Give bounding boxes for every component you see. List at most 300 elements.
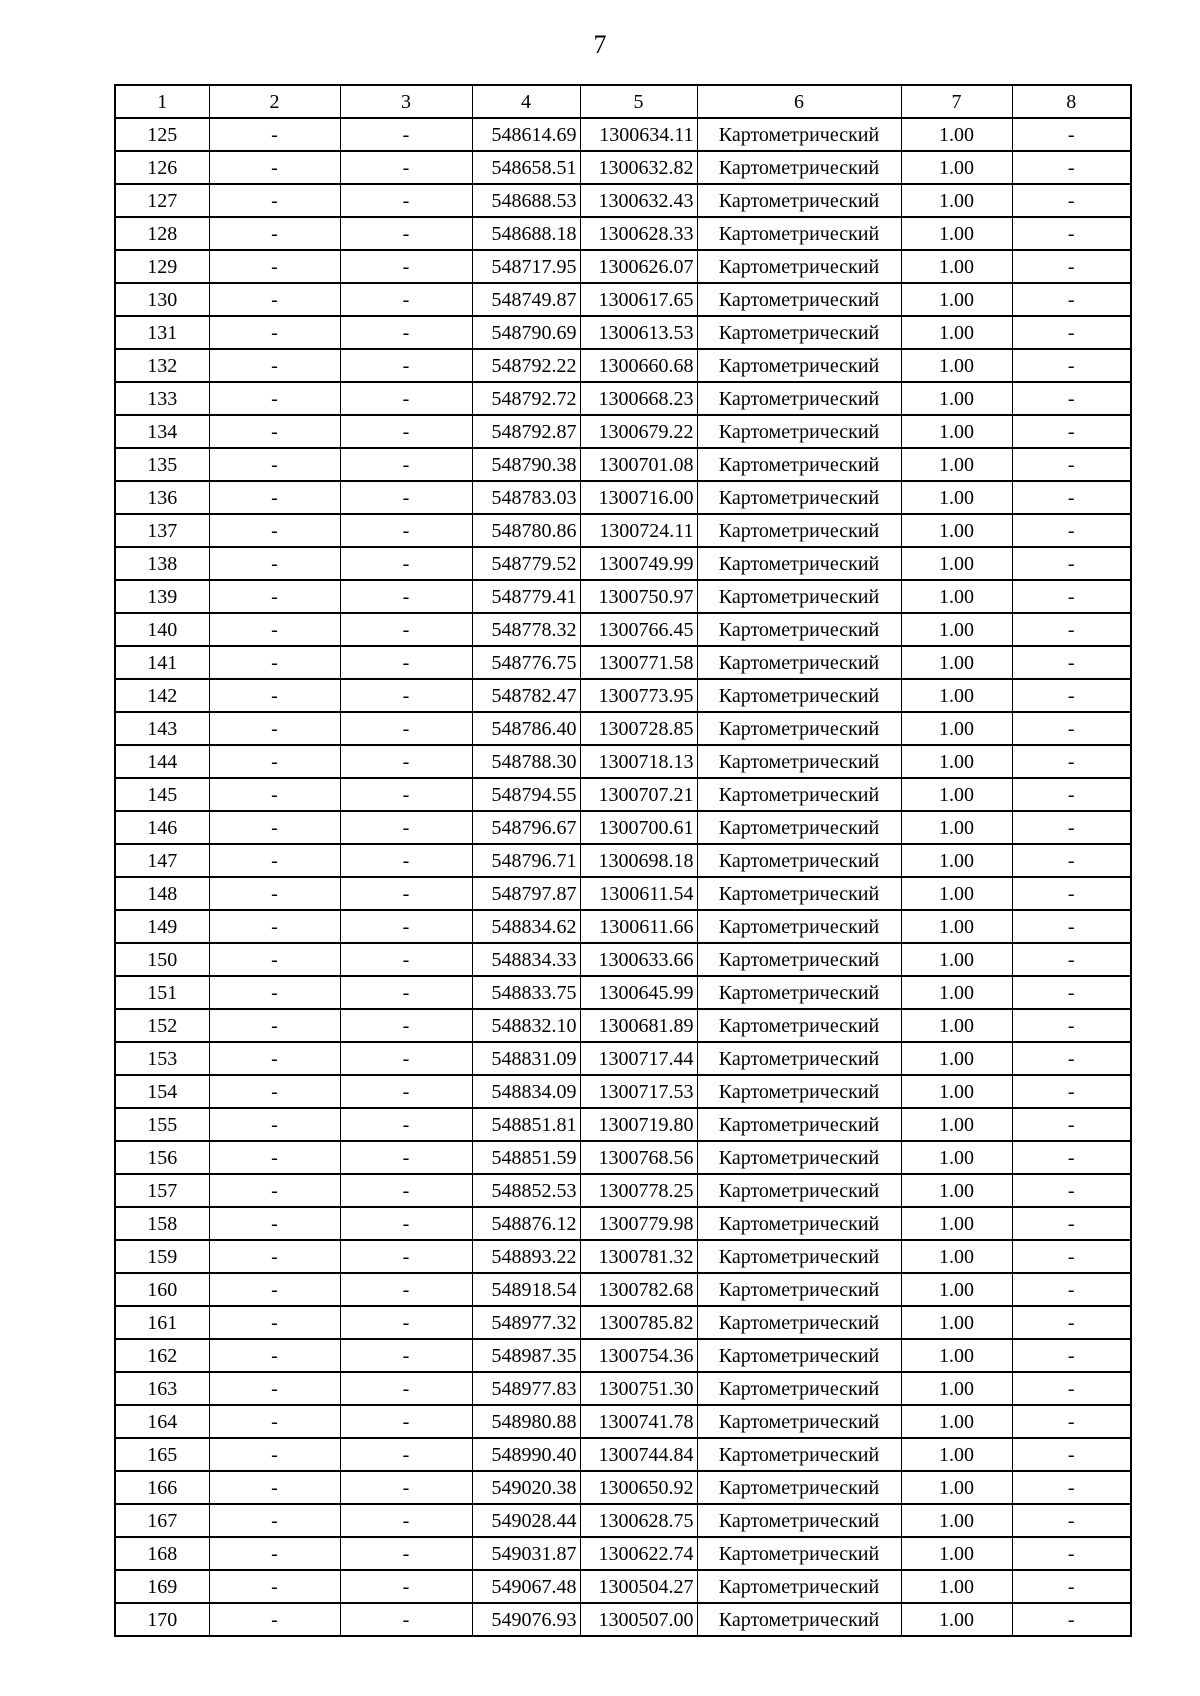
y-coordinate-cell: 1300749.99 bbox=[580, 547, 697, 580]
cell: - bbox=[340, 1141, 472, 1174]
method-cell: Картометрический bbox=[697, 118, 901, 151]
method-cell: Картометрический bbox=[697, 283, 901, 316]
cell: - bbox=[340, 1306, 472, 1339]
table-row bbox=[115, 1174, 1131, 1207]
cell: - bbox=[1012, 910, 1131, 943]
point-number-cell: 152 bbox=[115, 1009, 209, 1042]
point-number-cell: 144 bbox=[115, 745, 209, 778]
y-coordinate-cell: 1300645.99 bbox=[580, 976, 697, 1009]
method-cell: Картометрический bbox=[697, 1174, 901, 1207]
cell: - bbox=[1012, 1273, 1131, 1306]
cell: - bbox=[209, 547, 340, 580]
table-row bbox=[115, 943, 1131, 976]
table-row bbox=[115, 646, 1131, 679]
cell: - bbox=[1012, 250, 1131, 283]
table-row bbox=[115, 1372, 1131, 1405]
point-number-cell: 143 bbox=[115, 712, 209, 745]
table-row bbox=[115, 1141, 1131, 1174]
precision-cell: 1.00 bbox=[901, 415, 1012, 448]
cell: - bbox=[1012, 877, 1131, 910]
point-number-cell: 151 bbox=[115, 976, 209, 1009]
method-cell: Картометрический bbox=[697, 1273, 901, 1306]
cell: - bbox=[1012, 151, 1131, 184]
table-row bbox=[115, 250, 1131, 283]
cell: - bbox=[340, 382, 472, 415]
precision-cell: 1.00 bbox=[901, 745, 1012, 778]
method-cell: Картометрический bbox=[697, 1537, 901, 1570]
table-row bbox=[115, 448, 1131, 481]
cell: - bbox=[340, 1438, 472, 1471]
point-number-cell: 145 bbox=[115, 778, 209, 811]
cell: - bbox=[1012, 349, 1131, 382]
method-cell: Картометрический bbox=[697, 1009, 901, 1042]
table-row bbox=[115, 283, 1131, 316]
y-coordinate-cell: 1300632.82 bbox=[580, 151, 697, 184]
method-cell: Картометрический bbox=[697, 250, 901, 283]
table-row bbox=[115, 745, 1131, 778]
cell: - bbox=[340, 1075, 472, 1108]
cell: - bbox=[340, 448, 472, 481]
cell: - bbox=[340, 415, 472, 448]
point-number-cell: 164 bbox=[115, 1405, 209, 1438]
precision-cell: 1.00 bbox=[901, 547, 1012, 580]
y-coordinate-cell: 1300634.11 bbox=[580, 118, 697, 151]
cell: - bbox=[1012, 547, 1131, 580]
method-cell: Картометрический bbox=[697, 316, 901, 349]
point-number-cell: 133 bbox=[115, 382, 209, 415]
cell: - bbox=[340, 1603, 472, 1636]
x-coordinate-cell: 548796.67 bbox=[472, 811, 580, 844]
cell: - bbox=[1012, 1570, 1131, 1603]
point-number-cell: 147 bbox=[115, 844, 209, 877]
cell: - bbox=[340, 745, 472, 778]
table-row bbox=[115, 1108, 1131, 1141]
precision-cell: 1.00 bbox=[901, 1504, 1012, 1537]
table-row bbox=[115, 1009, 1131, 1042]
precision-cell: 1.00 bbox=[901, 283, 1012, 316]
table-row bbox=[115, 382, 1131, 415]
point-number-cell: 159 bbox=[115, 1240, 209, 1273]
table-row bbox=[115, 1306, 1131, 1339]
cell: - bbox=[209, 1108, 340, 1141]
table-row bbox=[115, 778, 1131, 811]
cell: - bbox=[1012, 1537, 1131, 1570]
point-number-cell: 153 bbox=[115, 1042, 209, 1075]
precision-cell: 1.00 bbox=[901, 250, 1012, 283]
x-coordinate-cell: 548792.72 bbox=[472, 382, 580, 415]
point-number-cell: 128 bbox=[115, 217, 209, 250]
method-cell: Картометрический bbox=[697, 349, 901, 382]
y-coordinate-cell: 1300613.53 bbox=[580, 316, 697, 349]
x-coordinate-cell: 548987.35 bbox=[472, 1339, 580, 1372]
precision-cell: 1.00 bbox=[901, 976, 1012, 1009]
x-coordinate-cell: 548782.47 bbox=[472, 679, 580, 712]
method-cell: Картометрический bbox=[697, 1504, 901, 1537]
table-row bbox=[115, 1471, 1131, 1504]
cell: - bbox=[1012, 646, 1131, 679]
cell: - bbox=[340, 679, 472, 712]
cell: - bbox=[340, 316, 472, 349]
cell: - bbox=[1012, 217, 1131, 250]
table-row bbox=[115, 118, 1131, 151]
cell: - bbox=[340, 217, 472, 250]
cell: - bbox=[209, 910, 340, 943]
precision-cell: 1.00 bbox=[901, 1306, 1012, 1339]
x-coordinate-cell: 548792.87 bbox=[472, 415, 580, 448]
y-coordinate-cell: 1300626.07 bbox=[580, 250, 697, 283]
table-row bbox=[115, 481, 1131, 514]
table-row bbox=[115, 844, 1131, 877]
column-header: 2 bbox=[209, 85, 340, 118]
y-coordinate-cell: 1300660.68 bbox=[580, 349, 697, 382]
y-coordinate-cell: 1300679.22 bbox=[580, 415, 697, 448]
precision-cell: 1.00 bbox=[901, 943, 1012, 976]
cell: - bbox=[1012, 316, 1131, 349]
y-coordinate-cell: 1300611.54 bbox=[580, 877, 697, 910]
point-number-cell: 132 bbox=[115, 349, 209, 382]
cell: - bbox=[209, 1009, 340, 1042]
cell: - bbox=[209, 811, 340, 844]
cell: - bbox=[1012, 514, 1131, 547]
point-number-cell: 146 bbox=[115, 811, 209, 844]
cell: - bbox=[340, 712, 472, 745]
x-coordinate-cell: 548779.52 bbox=[472, 547, 580, 580]
cell: - bbox=[340, 646, 472, 679]
cell: - bbox=[209, 349, 340, 382]
y-coordinate-cell: 1300785.82 bbox=[580, 1306, 697, 1339]
cell: - bbox=[209, 1405, 340, 1438]
cell: - bbox=[340, 613, 472, 646]
method-cell: Картометрический bbox=[697, 943, 901, 976]
cell: - bbox=[340, 481, 472, 514]
table-row bbox=[115, 415, 1131, 448]
cell: - bbox=[340, 910, 472, 943]
x-coordinate-cell: 549028.44 bbox=[472, 1504, 580, 1537]
precision-cell: 1.00 bbox=[901, 1339, 1012, 1372]
column-header: 4 bbox=[472, 85, 580, 118]
table-row bbox=[115, 1075, 1131, 1108]
cell: - bbox=[1012, 382, 1131, 415]
x-coordinate-cell: 548792.22 bbox=[472, 349, 580, 382]
table-row bbox=[115, 1339, 1131, 1372]
precision-cell: 1.00 bbox=[901, 1438, 1012, 1471]
cell: - bbox=[209, 580, 340, 613]
cell: - bbox=[209, 679, 340, 712]
cell: - bbox=[340, 1207, 472, 1240]
table-row bbox=[115, 1603, 1131, 1636]
y-coordinate-cell: 1300622.74 bbox=[580, 1537, 697, 1570]
method-cell: Картометрический bbox=[697, 1339, 901, 1372]
table-row bbox=[115, 316, 1131, 349]
precision-cell: 1.00 bbox=[901, 1570, 1012, 1603]
point-number-cell: 148 bbox=[115, 877, 209, 910]
method-cell: Картометрический bbox=[697, 877, 901, 910]
point-number-cell: 149 bbox=[115, 910, 209, 943]
y-coordinate-cell: 1300719.80 bbox=[580, 1108, 697, 1141]
table-header-row bbox=[115, 85, 1131, 118]
precision-cell: 1.00 bbox=[901, 1141, 1012, 1174]
precision-cell: 1.00 bbox=[901, 1273, 1012, 1306]
cell: - bbox=[1012, 844, 1131, 877]
cell: - bbox=[209, 1273, 340, 1306]
method-cell: Картометрический bbox=[697, 613, 901, 646]
x-coordinate-cell: 548893.22 bbox=[472, 1240, 580, 1273]
point-number-cell: 155 bbox=[115, 1108, 209, 1141]
method-cell: Картометрический bbox=[697, 811, 901, 844]
cell: - bbox=[209, 448, 340, 481]
cell: - bbox=[340, 1174, 472, 1207]
point-number-cell: 167 bbox=[115, 1504, 209, 1537]
table-row bbox=[115, 811, 1131, 844]
cell: - bbox=[209, 184, 340, 217]
point-number-cell: 157 bbox=[115, 1174, 209, 1207]
cell: - bbox=[1012, 976, 1131, 1009]
cell: - bbox=[1012, 943, 1131, 976]
precision-cell: 1.00 bbox=[901, 448, 1012, 481]
cell: - bbox=[1012, 283, 1131, 316]
y-coordinate-cell: 1300724.11 bbox=[580, 514, 697, 547]
method-cell: Картометрический bbox=[697, 1240, 901, 1273]
x-coordinate-cell: 548832.10 bbox=[472, 1009, 580, 1042]
y-coordinate-cell: 1300779.98 bbox=[580, 1207, 697, 1240]
cell: - bbox=[209, 778, 340, 811]
x-coordinate-cell: 548788.30 bbox=[472, 745, 580, 778]
column-header: 1 bbox=[115, 85, 209, 118]
point-number-cell: 136 bbox=[115, 481, 209, 514]
method-cell: Картометрический bbox=[697, 844, 901, 877]
method-cell: Картометрический bbox=[697, 712, 901, 745]
column-header: 3 bbox=[340, 85, 472, 118]
table-row bbox=[115, 679, 1131, 712]
x-coordinate-cell: 548980.88 bbox=[472, 1405, 580, 1438]
cell: - bbox=[1012, 481, 1131, 514]
y-coordinate-cell: 1300778.25 bbox=[580, 1174, 697, 1207]
precision-cell: 1.00 bbox=[901, 1108, 1012, 1141]
point-number-cell: 168 bbox=[115, 1537, 209, 1570]
method-cell: Картометрический bbox=[697, 679, 901, 712]
cell: - bbox=[209, 1306, 340, 1339]
precision-cell: 1.00 bbox=[901, 1471, 1012, 1504]
y-coordinate-cell: 1300781.32 bbox=[580, 1240, 697, 1273]
cell: - bbox=[340, 778, 472, 811]
y-coordinate-cell: 1300718.13 bbox=[580, 745, 697, 778]
y-coordinate-cell: 1300744.84 bbox=[580, 1438, 697, 1471]
x-coordinate-cell: 548786.40 bbox=[472, 712, 580, 745]
y-coordinate-cell: 1300717.44 bbox=[580, 1042, 697, 1075]
method-cell: Картометрический bbox=[697, 184, 901, 217]
method-cell: Картометрический bbox=[697, 976, 901, 1009]
cell: - bbox=[340, 811, 472, 844]
cell: - bbox=[1012, 679, 1131, 712]
column-header: 8 bbox=[1012, 85, 1131, 118]
precision-cell: 1.00 bbox=[901, 844, 1012, 877]
cell: - bbox=[209, 151, 340, 184]
point-number-cell: 135 bbox=[115, 448, 209, 481]
x-coordinate-cell: 548876.12 bbox=[472, 1207, 580, 1240]
cell: - bbox=[1012, 613, 1131, 646]
y-coordinate-cell: 1300741.78 bbox=[580, 1405, 697, 1438]
cell: - bbox=[1012, 1075, 1131, 1108]
cell: - bbox=[340, 118, 472, 151]
cell: - bbox=[340, 1240, 472, 1273]
table-row bbox=[115, 712, 1131, 745]
x-coordinate-cell: 549067.48 bbox=[472, 1570, 580, 1603]
point-number-cell: 134 bbox=[115, 415, 209, 448]
method-cell: Картометрический bbox=[697, 1306, 901, 1339]
cell: - bbox=[1012, 1240, 1131, 1273]
column-header: 7 bbox=[901, 85, 1012, 118]
cell: - bbox=[209, 1339, 340, 1372]
precision-cell: 1.00 bbox=[901, 1240, 1012, 1273]
table-row bbox=[115, 910, 1131, 943]
y-coordinate-cell: 1300701.08 bbox=[580, 448, 697, 481]
precision-cell: 1.00 bbox=[901, 481, 1012, 514]
table-row bbox=[115, 1042, 1131, 1075]
y-coordinate-cell: 1300716.00 bbox=[580, 481, 697, 514]
cell: - bbox=[340, 1009, 472, 1042]
cell: - bbox=[340, 151, 472, 184]
x-coordinate-cell: 548778.32 bbox=[472, 613, 580, 646]
cell: - bbox=[209, 481, 340, 514]
x-coordinate-cell: 548796.71 bbox=[472, 844, 580, 877]
cell: - bbox=[1012, 745, 1131, 778]
method-cell: Картометрический bbox=[697, 382, 901, 415]
cell: - bbox=[209, 877, 340, 910]
cell: - bbox=[1012, 1339, 1131, 1372]
method-cell: Картометрический bbox=[697, 1042, 901, 1075]
cell: - bbox=[209, 1240, 340, 1273]
x-coordinate-cell: 549020.38 bbox=[472, 1471, 580, 1504]
cell: - bbox=[209, 1537, 340, 1570]
x-coordinate-cell: 548790.38 bbox=[472, 448, 580, 481]
table-row bbox=[115, 547, 1131, 580]
cell: - bbox=[209, 217, 340, 250]
x-coordinate-cell: 548990.40 bbox=[472, 1438, 580, 1471]
cell: - bbox=[1012, 1207, 1131, 1240]
point-number-cell: 161 bbox=[115, 1306, 209, 1339]
method-cell: Картометрический bbox=[697, 1207, 901, 1240]
cell: - bbox=[209, 613, 340, 646]
cell: - bbox=[209, 1570, 340, 1603]
precision-cell: 1.00 bbox=[901, 1042, 1012, 1075]
cell: - bbox=[1012, 415, 1131, 448]
point-number-cell: 142 bbox=[115, 679, 209, 712]
cell: - bbox=[209, 1075, 340, 1108]
cell: - bbox=[340, 547, 472, 580]
x-coordinate-cell: 548831.09 bbox=[472, 1042, 580, 1075]
cell: - bbox=[1012, 1108, 1131, 1141]
cell: - bbox=[209, 1174, 340, 1207]
x-coordinate-cell: 548776.75 bbox=[472, 646, 580, 679]
method-cell: Картометрический bbox=[697, 217, 901, 250]
method-cell: Картометрический bbox=[697, 910, 901, 943]
x-coordinate-cell: 548851.81 bbox=[472, 1108, 580, 1141]
x-coordinate-cell: 548688.53 bbox=[472, 184, 580, 217]
cell: - bbox=[209, 1471, 340, 1504]
y-coordinate-cell: 1300700.61 bbox=[580, 811, 697, 844]
precision-cell: 1.00 bbox=[901, 118, 1012, 151]
cell: - bbox=[340, 283, 472, 316]
cell: - bbox=[209, 1042, 340, 1075]
table-row bbox=[115, 1504, 1131, 1537]
y-coordinate-cell: 1300766.45 bbox=[580, 613, 697, 646]
cell: - bbox=[209, 976, 340, 1009]
coordinates-table bbox=[114, 84, 1132, 1637]
y-coordinate-cell: 1300507.00 bbox=[580, 1603, 697, 1636]
method-cell: Картометрический bbox=[697, 1108, 901, 1141]
point-number-cell: 160 bbox=[115, 1273, 209, 1306]
precision-cell: 1.00 bbox=[901, 910, 1012, 943]
cell: - bbox=[1012, 778, 1131, 811]
precision-cell: 1.00 bbox=[901, 514, 1012, 547]
point-number-cell: 127 bbox=[115, 184, 209, 217]
point-number-cell: 126 bbox=[115, 151, 209, 184]
y-coordinate-cell: 1300717.53 bbox=[580, 1075, 697, 1108]
x-coordinate-cell: 548779.41 bbox=[472, 580, 580, 613]
x-coordinate-cell: 548783.03 bbox=[472, 481, 580, 514]
cell: - bbox=[340, 943, 472, 976]
cell: - bbox=[340, 1504, 472, 1537]
method-cell: Картометрический bbox=[697, 547, 901, 580]
cell: - bbox=[340, 1570, 472, 1603]
table-row bbox=[115, 877, 1131, 910]
cell: - bbox=[209, 250, 340, 283]
table-row bbox=[115, 184, 1131, 217]
x-coordinate-cell: 548834.62 bbox=[472, 910, 580, 943]
x-coordinate-cell: 548688.18 bbox=[472, 217, 580, 250]
y-coordinate-cell: 1300750.97 bbox=[580, 580, 697, 613]
cell: - bbox=[1012, 1141, 1131, 1174]
precision-cell: 1.00 bbox=[901, 1372, 1012, 1405]
method-cell: Картометрический bbox=[697, 151, 901, 184]
cell: - bbox=[209, 514, 340, 547]
method-cell: Картометрический bbox=[697, 745, 901, 778]
method-cell: Картометрический bbox=[697, 1471, 901, 1504]
table-row bbox=[115, 151, 1131, 184]
method-cell: Картометрический bbox=[697, 415, 901, 448]
x-coordinate-cell: 548780.86 bbox=[472, 514, 580, 547]
cell: - bbox=[1012, 118, 1131, 151]
cell: - bbox=[340, 1108, 472, 1141]
precision-cell: 1.00 bbox=[901, 349, 1012, 382]
x-coordinate-cell: 548833.75 bbox=[472, 976, 580, 1009]
x-coordinate-cell: 548977.83 bbox=[472, 1372, 580, 1405]
cell: - bbox=[340, 844, 472, 877]
point-number-cell: 130 bbox=[115, 283, 209, 316]
precision-cell: 1.00 bbox=[901, 184, 1012, 217]
cell: - bbox=[209, 646, 340, 679]
point-number-cell: 140 bbox=[115, 613, 209, 646]
y-coordinate-cell: 1300754.36 bbox=[580, 1339, 697, 1372]
y-coordinate-cell: 1300782.68 bbox=[580, 1273, 697, 1306]
cell: - bbox=[1012, 1042, 1131, 1075]
point-number-cell: 166 bbox=[115, 1471, 209, 1504]
cell: - bbox=[340, 349, 472, 382]
y-coordinate-cell: 1300617.65 bbox=[580, 283, 697, 316]
precision-cell: 1.00 bbox=[901, 778, 1012, 811]
method-cell: Картометрический bbox=[697, 1405, 901, 1438]
cell: - bbox=[209, 745, 340, 778]
point-number-cell: 156 bbox=[115, 1141, 209, 1174]
point-number-cell: 154 bbox=[115, 1075, 209, 1108]
table-row bbox=[115, 1405, 1131, 1438]
column-header: 5 bbox=[580, 85, 697, 118]
precision-cell: 1.00 bbox=[901, 712, 1012, 745]
cell: - bbox=[340, 1405, 472, 1438]
precision-cell: 1.00 bbox=[901, 679, 1012, 712]
precision-cell: 1.00 bbox=[901, 1603, 1012, 1636]
cell: - bbox=[340, 580, 472, 613]
